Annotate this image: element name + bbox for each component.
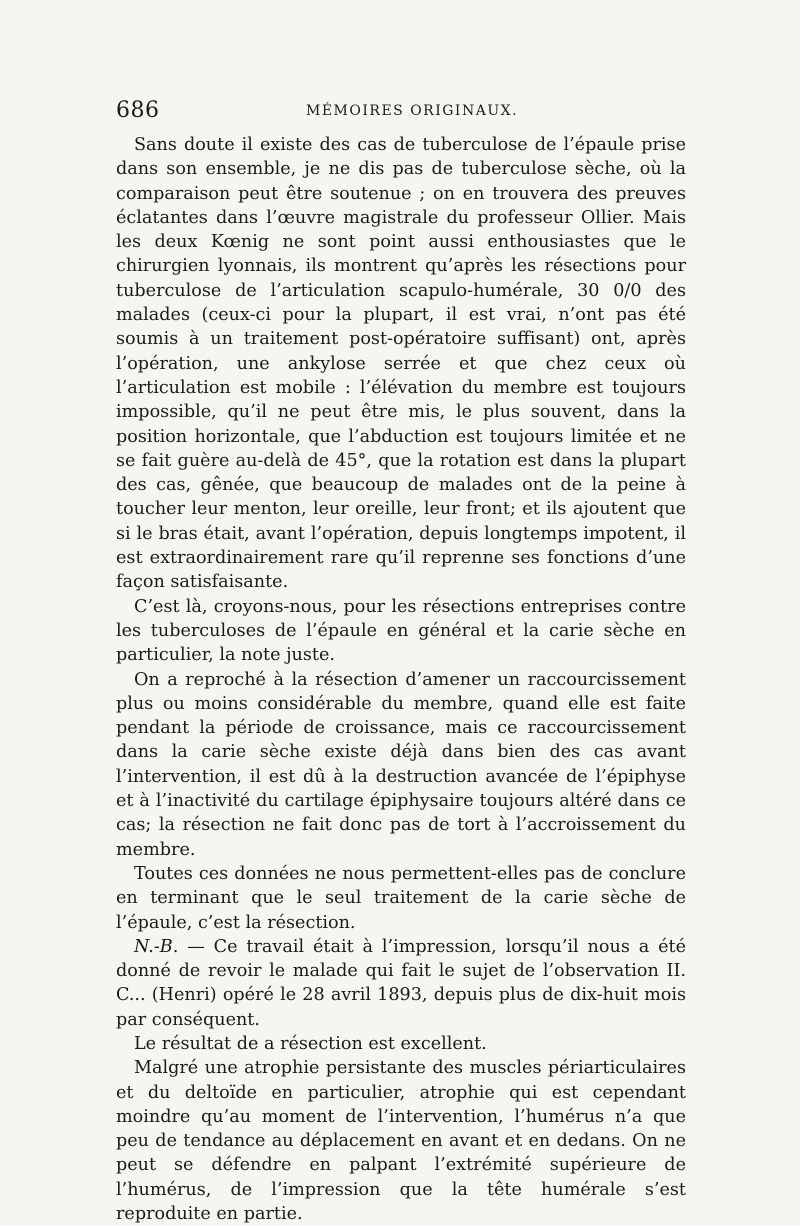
paragraph-atrophy: Malgré une atrophie persistante des muscles périarticulaires et du deltoïde en particulier, atrophie qui est cependant moindre qu’au moment de l’intervention, l’humérus n’a que peu de tendance au déplacement en avant et en dedans. On ne peut se défendre en palpant l’extrémité supérieure de l’humérus, de l’impression que la tête humérale s’est reproduite en partie. xyxy=(116,1058,686,1225)
running-head: MÉMOIRES ORIGINAUX. xyxy=(306,103,519,119)
paragraph-raccourcissement: On a reproché à la résection d’amener un raccourcissement plus ou moins considérable du membre, quand elle est faite pendant la période de croissance, mais ce raccourcissement dans la carie sèche existe déjà dans bien des cas avant l’intervention, il est dû à la destruction avancée de l’épiphyse et à l’inactivité du cartilage épiphysaire toujours altéré dans ce cas; la résection ne fait donc pas de tort à l’accroissement du membre. xyxy=(116,669,686,860)
paragraph-note-juste: C’est là, croyons-nous, pour les résections entreprises contre les tuberculoses de l’épaule en général et la carie sèche en particulier, la note juste. xyxy=(116,596,686,666)
paragraph-result: Le résultat de a résection est excellent. xyxy=(134,1033,487,1054)
paragraph-tuberculosis-shoulder: Sans doute il existe des cas de tuberculose de l’épaule prise dans son ensemble, je ne dis pas de tuberculose sèche, où la comparaison peut être soutenue ; on en trouvera des preuves éclatantes dans l’œuvre magistrale du professeur Ollier. Mais les deux Kœnig ne sont point aussi enthousiastes que le chirurgien lyonnais, ils montrent qu’après les résections pour tuberculose de l’articulation scapulo-humérale, 30 0/0 des malades (ceux-ci pour la plupart, il est vrai, n’ont pas été soumis à un traitement post-opératoire suffisant) ont, après l’opération, une ankylose serrée et que chez ceux où l’articulation est mobile : l’élévation du membre est toujours impossible, qu’il ne peut être mis, le plus souvent, dans la position horizontale, que l’abduction est toujours limitée et ne se fait guère au-delà de 45°, que la rotation est dans la plupart des cas, gênée, que beaucoup de malades ont de la peine à toucher leur menton, leur oreille, leur front; et ils ajoutent que si le bras était, avant l’opération, depuis longtemps impotent, il est extraordinairement rare qu’il reprenne ses fonctions d’une façon satisfaisante. xyxy=(116,135,686,593)
nota-bene-text: — Ce travail était à l’impression, lorsqu’il nous a été donné de revoir le malade qui fait le sujet de l’observation II. C... (Henri) opéré le 28 avril 1893, depuis plus de dix-huit mois par conséquent. xyxy=(116,936,686,1030)
body-text xyxy=(116,133,686,1226)
paragraph-nota-bene xyxy=(116,935,686,1032)
page-number: 686 xyxy=(116,98,160,123)
page-header xyxy=(116,98,686,128)
paragraph-conclusion: Toutes ces données ne nous permettent-elles pas de conclure en terminant que le seul traitement de la carie sèche de l’épaule, c’est la résection. xyxy=(116,863,686,933)
nota-bene-label: N.-B. xyxy=(134,936,179,957)
